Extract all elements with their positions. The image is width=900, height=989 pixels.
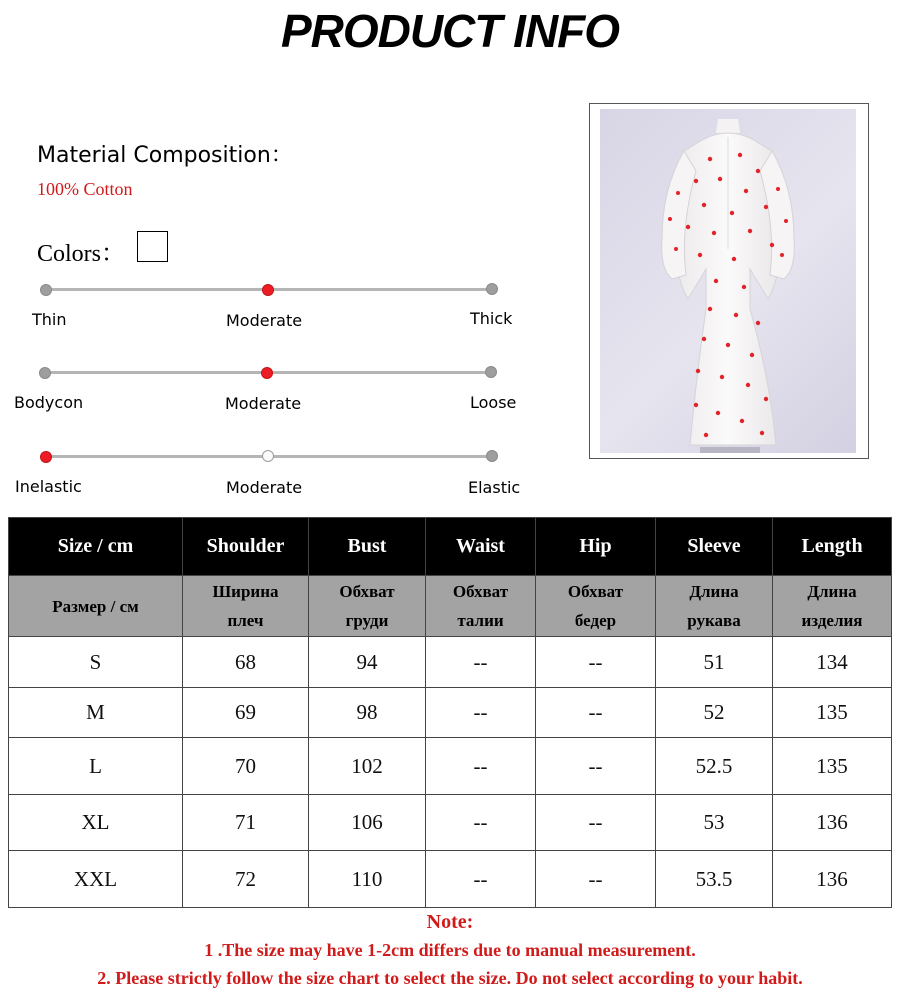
material-value: 100% Cotton — [37, 179, 133, 199]
elasticity-scale — [0, 447, 560, 507]
header-ru-text: Обхват — [567, 582, 624, 601]
table-cell: XL — [9, 795, 183, 851]
header-ru-text: рукава — [687, 611, 741, 630]
table-cell: -- — [536, 851, 656, 908]
scale-dot-thick — [486, 283, 498, 295]
table-row — [9, 738, 892, 795]
table-cell: XXL — [9, 851, 183, 908]
scale-label-moderate: Moderate — [225, 394, 302, 413]
header-hip: Hip — [536, 518, 656, 576]
table-row — [9, 637, 892, 688]
header-ru-text: талии — [457, 611, 504, 630]
product-photo-frame — [589, 103, 869, 459]
product-photo — [600, 109, 856, 453]
table-row — [9, 688, 892, 738]
table-cell: 106 — [309, 795, 426, 851]
table-cell: 135 — [773, 688, 892, 738]
table-cell: 71 — [183, 795, 309, 851]
header-ru-text: изделия — [801, 611, 863, 630]
header-ru-size — [9, 576, 183, 637]
scale-label-bodycon: Bodycon — [14, 393, 84, 412]
table-cell: 52.5 — [656, 738, 773, 795]
header-shoulder: Shoulder — [183, 518, 309, 576]
table-cell: S — [9, 637, 183, 688]
size-chart-table — [8, 517, 892, 908]
table-cell: -- — [536, 688, 656, 738]
table-cell: 135 — [773, 738, 892, 795]
thickness-scale — [0, 280, 560, 340]
table-cell: 52 — [656, 688, 773, 738]
header-ru-sleeve — [656, 576, 773, 637]
header-ru-text: Обхват — [339, 582, 395, 601]
colors-label: Colors： — [37, 241, 126, 267]
material-label: Material Composition： — [37, 143, 293, 168]
header-ru-text: бедер — [574, 611, 617, 630]
table-cell: 72 — [183, 851, 309, 908]
header-ru-text: плеч — [227, 611, 264, 630]
header-size: Size / cm — [9, 518, 183, 576]
table-cell: 69 — [183, 688, 309, 738]
table-cell: L — [9, 738, 183, 795]
scale-dot-thin — [40, 284, 52, 296]
table-cell: -- — [536, 738, 656, 795]
table-cell: 134 — [773, 637, 892, 688]
table-cell: 136 — [773, 851, 892, 908]
scale-label-moderate: Moderate — [226, 311, 303, 330]
note-line-2: 2. Please strictly follow the size chart to select the size. Do not select according to your habit. — [97, 968, 803, 988]
table-cell: -- — [426, 738, 536, 795]
header-ru-bust — [309, 576, 426, 637]
table-cell: 102 — [309, 738, 426, 795]
color-swatch-white — [137, 231, 168, 262]
table-cell: 53 — [656, 795, 773, 851]
scale-label-elastic: Elastic — [468, 478, 521, 497]
scale-dot-moderate-selected — [261, 367, 273, 379]
scale-label-thin: Thin — [32, 310, 67, 329]
header-waist: Waist — [426, 518, 536, 576]
scale-dot-bodycon — [39, 367, 51, 379]
heart-print-dress-image — [600, 109, 856, 453]
header-ru-hip — [536, 576, 656, 637]
header-ru-text: Обхват — [452, 582, 509, 601]
table-cell: M — [9, 688, 183, 738]
scale-label-loose: Loose — [470, 393, 517, 412]
header-ru-text: Ширина — [212, 582, 279, 601]
header-ru-text: Размер / см — [52, 596, 139, 616]
scale-dot-loose — [485, 366, 497, 378]
table-cell: -- — [426, 688, 536, 738]
page-title: PRODUCT INFO — [280, 5, 620, 57]
table-cell: -- — [426, 851, 536, 908]
table-cell: 70 — [183, 738, 309, 795]
header-bust: Bust — [309, 518, 426, 576]
header-ru-waist — [426, 576, 536, 637]
table-cell: -- — [426, 637, 536, 688]
table-cell: 110 — [309, 851, 426, 908]
table-cell: -- — [536, 637, 656, 688]
table-cell: 94 — [309, 637, 426, 688]
scale-dot-moderate-selected — [262, 284, 274, 296]
scale-label-inelastic: Inelastic — [15, 477, 82, 496]
scale-label-thick: Thick — [470, 309, 513, 328]
scale-dot-moderate — [262, 450, 274, 462]
scale-dot-elastic — [486, 450, 498, 462]
table-cell: 98 — [309, 688, 426, 738]
header-sleeve: Sleeve — [656, 518, 773, 576]
table-header-row-en — [9, 518, 892, 576]
header-length: Length — [773, 518, 892, 576]
scale-dot-inelastic-selected — [40, 451, 52, 463]
table-cell: -- — [536, 795, 656, 851]
scale-label-moderate: Moderate — [226, 478, 303, 497]
table-cell: 136 — [773, 795, 892, 851]
table-cell: 53.5 — [656, 851, 773, 908]
note-title: Note: — [426, 911, 474, 933]
table-row — [9, 795, 892, 851]
table-cell: 51 — [656, 637, 773, 688]
table-row — [9, 851, 892, 908]
fit-scale — [0, 363, 560, 423]
header-ru-text: Длина — [807, 582, 857, 601]
header-ru-text: Длина — [689, 582, 739, 601]
table-cell: -- — [426, 795, 536, 851]
table-cell: 68 — [183, 637, 309, 688]
header-ru-text: груди — [345, 611, 389, 630]
note-line-1: 1 .The size may have 1-2cm differs due to manual measurement. — [204, 940, 696, 960]
header-ru-shoulder — [183, 576, 309, 637]
header-ru-length — [773, 576, 892, 637]
table-header-row-ru — [9, 576, 892, 637]
